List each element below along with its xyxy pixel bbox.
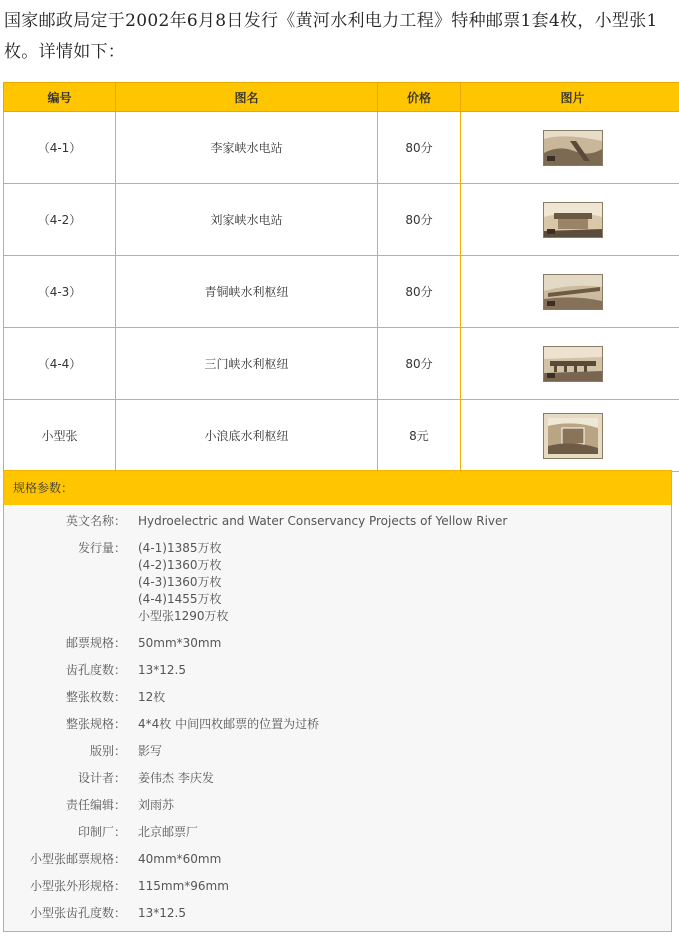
spec-body (4, 505, 671, 931)
spec-row-english-name (4, 513, 671, 540)
spec-key: 小型张外形规格： (29, 879, 126, 893)
stamp-number: 小型张 (4, 400, 116, 472)
spec-value (138, 797, 671, 824)
spec-value (138, 689, 671, 716)
stamp-4-3-thumbnail[interactable] (543, 274, 603, 310)
stamp-picture-cell (461, 256, 679, 328)
spec-row-editor (4, 797, 671, 824)
stamp-number: （4-1） (4, 112, 116, 184)
spec-key: 责任编辑： (65, 798, 126, 812)
table-row (4, 400, 679, 472)
spec-key: 英文名称： (65, 514, 126, 528)
stamp-name: 三门峡水利枢纽 (116, 328, 378, 400)
spec-key: 小型张邮票规格： (29, 852, 126, 866)
spec-key: 发行量： (77, 541, 126, 555)
stamp-name: 刘家峡水电站 (116, 184, 378, 256)
spec-key: 整张枚数： (65, 690, 126, 704)
table-row (4, 256, 679, 328)
spec-value-line: (4-3)1360万枚 (138, 575, 222, 589)
spec-row-sheet-count (4, 689, 671, 716)
header-number: 编号 (4, 83, 116, 112)
stamp-number: （4-4） (4, 328, 116, 400)
intro-text: 国家邮政局定于2002年6月8日发行《黄河水利电力工程》特种邮票1套4枚，小型张1枚。详情如下： (4, 11, 658, 62)
stamp-4-2-thumbnail[interactable] (543, 202, 603, 238)
table-row (4, 184, 679, 256)
spec-value-line: 50mm*30mm (138, 636, 222, 650)
header-picture: 图片 (461, 83, 679, 112)
spec-value-line: (4-4)1455万枚 (138, 592, 222, 606)
stamp-picture-cell (461, 328, 679, 400)
stamp-price: 80分 (378, 256, 461, 328)
spec-value (138, 878, 671, 905)
spec-row-printing-type (4, 743, 671, 770)
stamp-name: 李家峡水电站 (116, 112, 378, 184)
stamp-picture-cell (461, 112, 679, 184)
stamp-picture-cell (461, 400, 679, 472)
stamp-name: 青铜峡水利枢纽 (116, 256, 378, 328)
stamp-price: 8元 (378, 400, 461, 472)
spec-row-designer (4, 770, 671, 797)
spec-value-line: 北京邮票厂 (138, 825, 199, 839)
stamp-name: 小浪底水利枢纽 (116, 400, 378, 472)
spec-value-line: 小型张1290万枚 (138, 609, 229, 623)
table-row (4, 328, 679, 400)
spec-key: 版别： (89, 744, 126, 758)
stamp-number: （4-2） (4, 184, 116, 256)
spec-value-line: 影写 (138, 744, 163, 758)
stamp-price: 80分 (378, 184, 461, 256)
spec-value (138, 635, 671, 662)
spec-key: 齿孔度数： (65, 663, 126, 677)
stamp-price: 80分 (378, 112, 461, 184)
spec-value-line: Hydroelectric and Water Conservancy Projects of Yellow River (138, 514, 508, 528)
spec-row-stamp-size (4, 635, 671, 662)
spec-value (138, 716, 671, 743)
spec-value (138, 513, 671, 540)
stamp-4-1-thumbnail[interactable] (543, 130, 603, 166)
spec-title: 规格参数： (4, 471, 671, 505)
spec-key: 印制厂： (77, 825, 126, 839)
spec-value-line: 4*4枚 中间四枚邮票的位置为过桥 (138, 717, 320, 731)
stamp-picture-cell (461, 184, 679, 256)
spec-key: 设计者： (77, 771, 126, 785)
spec-value-line: 12枚 (138, 690, 166, 704)
header-price: 价格 (378, 83, 461, 112)
spec-value (138, 824, 671, 851)
spec-key: 整张规格： (65, 717, 126, 731)
spec-value-line: (4-2)1360万枚 (138, 558, 222, 572)
table-header-row (4, 83, 679, 112)
spec-row-circulation (4, 540, 671, 635)
spec-row-perforation (4, 662, 671, 689)
table-row (4, 112, 679, 184)
souvenir-sheet-thumbnail[interactable] (543, 413, 603, 459)
stamp-price: 80分 (378, 328, 461, 400)
spec-value-line: 刘雨苏 (138, 798, 175, 812)
spec-value-line: 40mm*60mm (138, 852, 222, 866)
spec-value (138, 743, 671, 770)
spec-panel (3, 470, 672, 932)
spec-row-printer (4, 824, 671, 851)
spec-value (138, 770, 671, 797)
spec-value-line: 115mm*96mm (138, 879, 229, 893)
spec-value-line: 姜伟杰 李庆发 (138, 771, 214, 785)
spec-row-mini-sheet-stamp-size (4, 851, 671, 878)
spec-key: 小型张齿孔度数： (29, 906, 126, 920)
spec-value (138, 662, 671, 689)
spec-row-mini-sheet-perforation (4, 905, 671, 932)
spec-row-sheet-layout (4, 716, 671, 743)
spec-value (138, 905, 671, 932)
stamp-4-4-thumbnail[interactable] (543, 346, 603, 382)
stamp-number: （4-3） (4, 256, 116, 328)
stamp-table (3, 82, 679, 472)
spec-value-line: 13*12.5 (138, 906, 186, 920)
spec-value (138, 851, 671, 878)
spec-value (138, 540, 671, 635)
spec-value-line: 13*12.5 (138, 663, 186, 677)
spec-row-mini-sheet-outer-size (4, 878, 671, 905)
spec-key: 邮票规格： (65, 636, 126, 650)
header-title: 图名 (116, 83, 378, 112)
spec-value-line: (4-1)1385万枚 (138, 541, 222, 555)
